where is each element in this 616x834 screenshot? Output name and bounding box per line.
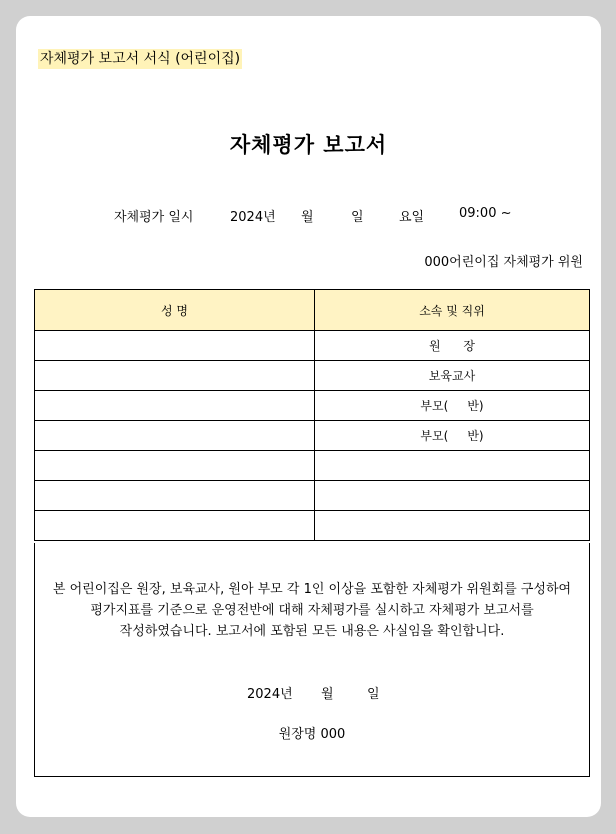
position-cell[interactable] <box>315 481 590 511</box>
position-cell[interactable] <box>315 511 590 541</box>
name-cell[interactable] <box>35 361 315 391</box>
committee-table <box>34 289 590 541</box>
position-cell[interactable] <box>315 451 590 481</box>
date-label: 자체평가 일시 <box>114 210 194 225</box>
name-cell[interactable] <box>35 481 315 511</box>
name-cell[interactable] <box>35 391 315 421</box>
statement-line: 작성하였습니다. 보고서에 포함된 모든 내용은 사실임을 확인합니다. <box>119 624 505 639</box>
sign-date-month: 월 <box>321 687 334 702</box>
document-title: 자체평가 보고서 <box>229 133 388 157</box>
date-day: 일 <box>351 210 364 225</box>
name-cell[interactable] <box>35 421 315 451</box>
table-row <box>35 421 590 451</box>
table-row <box>35 391 590 421</box>
statement-line: 본 어린이집은 원장, 보육교사, 원아 부모 각 1인 이상을 포함한 자체평가 위원회를 구성하여 <box>52 582 572 597</box>
statement-text <box>35 579 589 642</box>
name-cell[interactable] <box>35 331 315 361</box>
sign-date-day: 일 <box>367 687 380 702</box>
table-row <box>35 361 590 391</box>
table-header-row <box>35 290 590 331</box>
table-row <box>35 511 590 541</box>
position-cell[interactable]: 보육교사 <box>315 361 590 391</box>
director-signature: 원장명 000 <box>278 727 346 742</box>
statement-box <box>34 543 590 777</box>
position-cell[interactable]: 부모( 반) <box>315 421 590 451</box>
date-weekday: 요일 <box>399 210 425 225</box>
table-row <box>35 331 590 361</box>
date-year: 2024년 <box>230 210 276 225</box>
committee-label: 000어린이집 자체평가 위원 <box>424 255 583 270</box>
statement-line: 평가지표를 기준으로 운영전반에 대해 자체평가를 실시하고 자체평가 보고서를 <box>90 603 534 618</box>
name-cell[interactable] <box>35 451 315 481</box>
sign-date-year: 2024년 <box>247 687 293 702</box>
document-page <box>16 16 601 817</box>
table-row <box>35 451 590 481</box>
header-name: 성 명 <box>35 290 315 331</box>
position-cell[interactable]: 원 장 <box>315 331 590 361</box>
name-cell[interactable] <box>35 511 315 541</box>
form-label: 자체평가 보고서 서식 (어린이집) <box>40 51 241 67</box>
table-row <box>35 481 590 511</box>
date-time: 09:00 ~ <box>459 206 512 221</box>
position-cell[interactable]: 부모( 반) <box>315 391 590 421</box>
date-month: 월 <box>301 210 314 225</box>
header-position: 소속 및 직위 <box>315 290 590 331</box>
